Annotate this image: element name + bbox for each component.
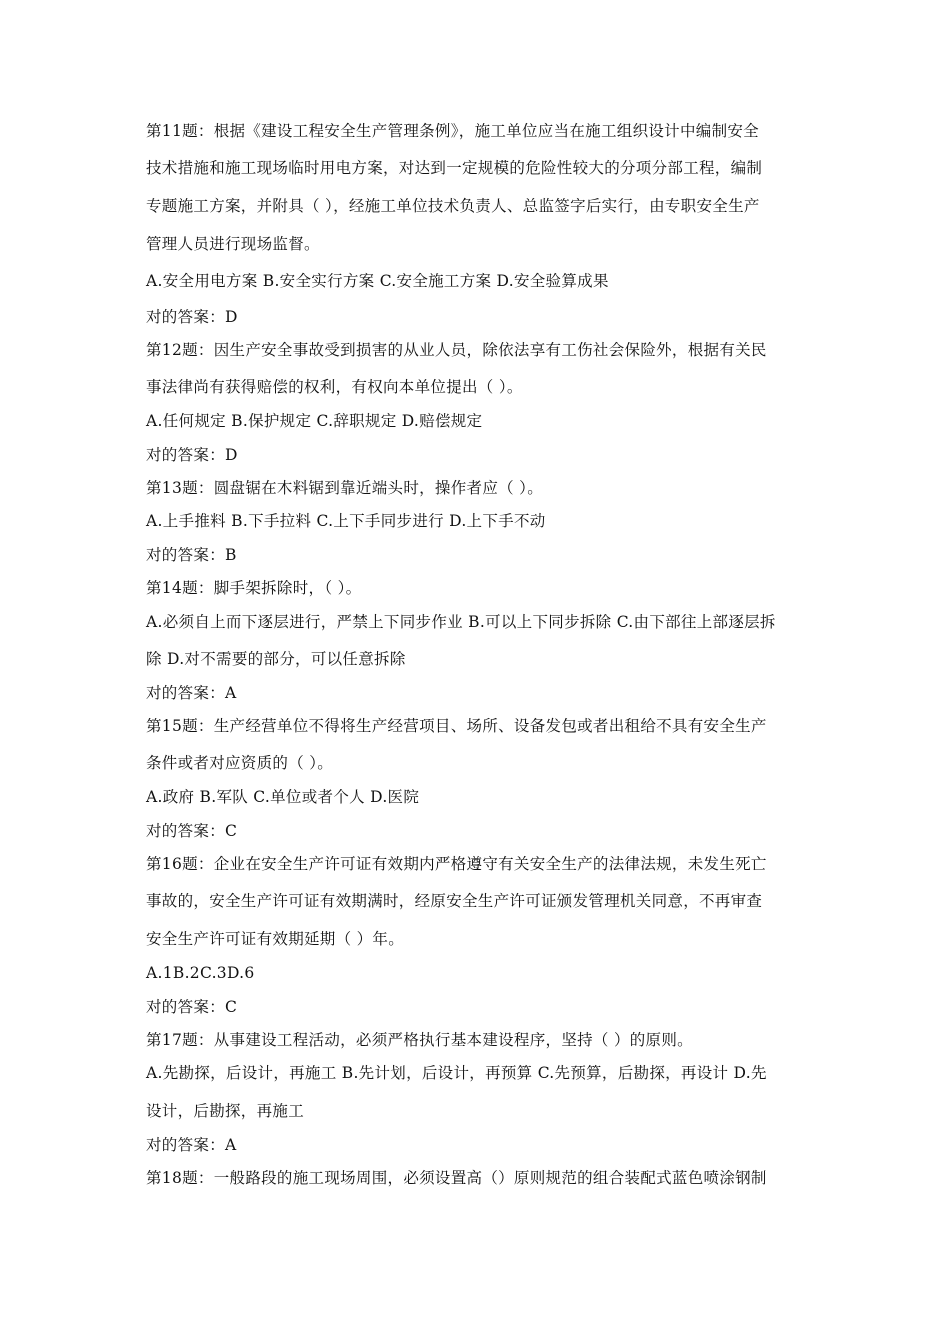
correct-answer: 对的答案：C	[146, 822, 238, 840]
answer-options-line: A.任何规定 B.保护规定 C.辞职规定 D.赔偿规定	[146, 412, 483, 430]
question-text-line: 第16题：企业在安全生产许可证有效期内严格遵守有关安全生产的法律法规，未发生死亡	[146, 855, 767, 873]
question-text-line: 事法律尚有获得赔偿的权利，有权向本单位提出（ ）。	[146, 378, 523, 396]
answer-options-line: 设计，后勘探，再施工	[146, 1102, 305, 1120]
question-text-line: 条件或者对应资质的（ ）。	[146, 754, 334, 772]
question-text-line: 专题施工方案，并附具（ ），经施工单位技术负责人、总监签字后实行，由专职安全生产	[146, 197, 760, 215]
question-text-line: 第13题：圆盘锯在木料锯到靠近端头时，操作者应（ ）。	[146, 479, 544, 497]
question-text-line: 第18题：一般路段的施工现场周围，必须设置高（）原则规范的组合装配式蓝色喷涂钢制	[146, 1169, 767, 1187]
answer-options-line: 除 D.对不需要的部分，可以任意拆除	[146, 650, 406, 668]
correct-answer: 对的答案：D	[146, 308, 238, 326]
question-text-line: 技术措施和施工现场临时用电方案，对达到一定规模的危险性较大的分项分部工程，编制	[146, 159, 763, 177]
correct-answer: 对的答案：B	[146, 546, 237, 564]
correct-answer: 对的答案：A	[146, 1136, 237, 1154]
answer-options-line: A.先勘探，后设计，再施工 B.先计划，后设计，再预算 C.先预算，后勘探，再设计 D.先	[146, 1064, 767, 1082]
question-text-line: 第15题：生产经营单位不得将生产经营项目、场所、设备发包或者出租给不具有安全生产	[146, 717, 767, 735]
correct-answer: 对的答案：D	[146, 446, 238, 464]
question-text-line: 第11题：根据《建设工程安全生产管理条例》，施工单位应当在施工组织设计中编制安全	[146, 122, 759, 140]
answer-options-line: A.必须自上而下逐层进行，严禁上下同步作业 B.可以上下同步拆除 C.由下部往上部逐层拆	[146, 613, 776, 631]
answer-options-line: A.1B.2C.3D.6	[146, 964, 255, 982]
correct-answer: 对的答案：A	[146, 684, 237, 702]
question-text-line: 第17题：从事建设工程活动，必须严格执行基本建设程序，坚持（ ）的原则。	[146, 1031, 693, 1049]
answer-options-line: A.上手推料 B.下手拉料 C.上下手同步进行 D.上下手不动	[146, 512, 546, 530]
question-text-line: 第14题：脚手架拆除时，（ ）。	[146, 579, 362, 597]
correct-answer: 对的答案：C	[146, 998, 238, 1016]
question-text-line: 第12题：因生产安全事故受到损害的从业人员，除依法享有工伤社会保险外，根据有关民	[146, 341, 767, 359]
answer-options-line: A.安全用电方案 B.安全实行方案 C.安全施工方案 D.安全验算成果	[146, 272, 609, 290]
question-text-line: 事故的，安全生产许可证有效期满时，经原安全生产许可证颁发管理机关同意，不再审查	[146, 892, 763, 910]
answer-options-line: A.政府 B.军队 C.单位或者个人 D.医院	[146, 788, 420, 806]
question-text-line: 安全生产许可证有效期延期（ ）年。	[146, 930, 405, 948]
question-text-line: 管理人员进行现场监督。	[146, 235, 320, 253]
